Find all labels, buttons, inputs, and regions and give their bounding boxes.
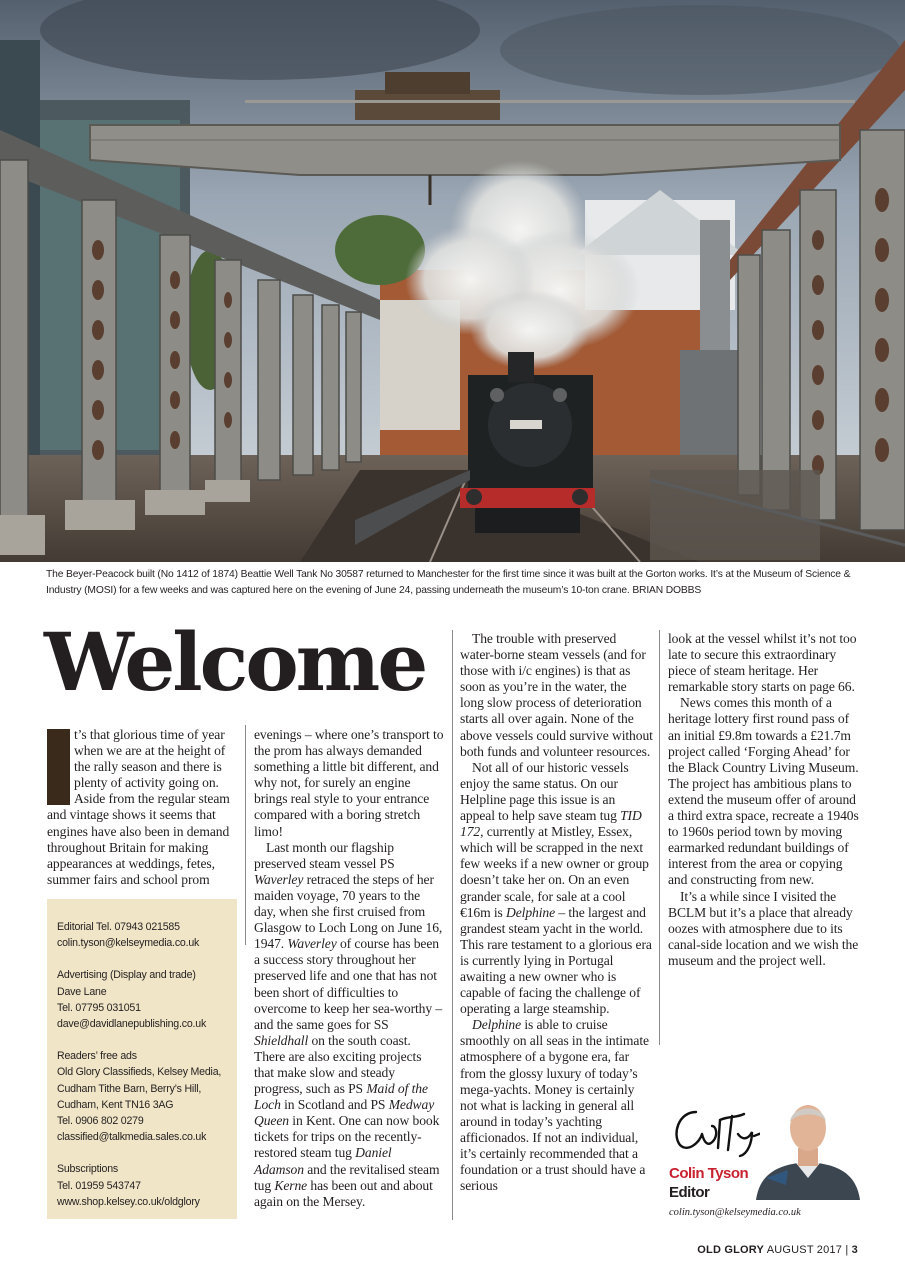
steam-locomotive-photo: [0, 0, 905, 562]
readers-email: classified@talkmedia.sales.co.uk: [57, 1131, 207, 1144]
text-run: has been out and about again on the Mersey.: [254, 1177, 433, 1209]
readers-address-line: Old Glory Classifieds, Kelsey Media,: [57, 1066, 222, 1079]
vessel-name: Delphine: [472, 1017, 522, 1033]
readers-phone: Tel. 0906 802 0279: [57, 1115, 144, 1128]
column-divider: [452, 630, 453, 1220]
article-paragraph: [254, 840, 444, 1210]
editorial-contact: [57, 919, 227, 951]
vessel-name: Maid of the Loch: [254, 1081, 428, 1113]
readers-heading: Readers’ free ads: [57, 1050, 137, 1063]
vessel-name: Delphine: [506, 904, 556, 920]
vessel-name: Waverley: [287, 936, 337, 952]
article-column-3: [460, 631, 653, 1194]
article-paragraph: evenings – where one’s transport to the prom has always demanded something a little bit different, and why not, for surely an engine brings real style to your entrance compared with a boring stretch limo!: [254, 727, 444, 839]
text-run: in Kent. One can now book tickets for trips on the recently-restored steam tug: [254, 1113, 440, 1161]
text-run: in Scotland and PS: [280, 1097, 389, 1113]
advertising-phone: Tel. 07795 031051: [57, 1001, 141, 1014]
text-run: retraced the steps of her maiden voyage, 70 years to the day, when she first cruised from Glasgow to Loch Long on June 16, 1947.: [254, 871, 443, 952]
editor-name: Colin Tyson: [669, 1165, 749, 1182]
vessel-name: Medway Queen: [254, 1097, 435, 1129]
text-run: on the south coast. There are also exciting projects that make slow and steady progress, such as PS: [254, 1032, 422, 1097]
advertising-email: dave@davidlanepublishing.co.uk: [57, 1018, 207, 1031]
drop-cap: [47, 729, 70, 805]
subscriptions-phone: Tel. 01959 543747: [57, 1179, 141, 1192]
readers-address-line: Cudham Tithe Barn, Berry’s Hill,: [57, 1082, 202, 1095]
page-footer: [697, 1243, 858, 1257]
editorial-phone: Editorial Tel. 07943 021585: [57, 921, 180, 933]
article-paragraph: [460, 760, 653, 1018]
article-paragraph: It’s a while since I visited the BCLM but it’s a place that already oozes with atmosphere due to its canal-side location and we wish the museum and the project well.: [668, 888, 859, 968]
column-divider: [659, 630, 660, 1045]
article-paragraph: News comes this month of a heritage lottery first round pass of an initial £9.8m towards a £21.7m project called ‘Forging Ahead’ for the Black Country Living Museum. The project has ambitious plans to extend the museum offer of around a third extra space, recreate a 1940s to 1960s period town by moving earmarked redundant buildings of interest from the area or copying and constructing from new.: [668, 695, 859, 888]
editorial-email: colin.tyson@kelseymedia.co.uk: [57, 937, 200, 950]
advertising-name: Dave Lane: [57, 985, 107, 998]
article-column-4: [668, 631, 860, 969]
editor-email: colin.tyson@kelseymedia.co.uk: [669, 1207, 801, 1218]
vessel-name: Waverley: [254, 871, 304, 887]
hero-photo: [0, 0, 905, 562]
page-number: 3: [851, 1244, 858, 1256]
article-column-1: [47, 727, 236, 888]
text-run: is able to cruise smoothly on all seas in the intimate atmosphere of a bygone era, far from the glossy luxury of today’s mega-yachts. Money is certainly not what is lacking in general all around in today’s yachting afficionados. If not an individual, it’s certainly recommended that a foundation or a trust should have a serious: [460, 1017, 649, 1194]
readers-address-line: Cudham, Kent TN16 3AG: [57, 1098, 174, 1111]
subscriptions-url: www.shop.kelsey.co.uk/oldglory: [57, 1195, 200, 1208]
vessel-name: Shieldhall: [254, 1032, 309, 1048]
text-run: Last month our flagship preserved steam vessel PS: [254, 839, 395, 871]
advertising-heading: Advertising (Display and trade): [57, 969, 196, 982]
readers-ads-contact: [57, 1048, 227, 1145]
photo-caption: [46, 567, 866, 598]
article-column-2: [254, 727, 444, 1210]
contact-box: [47, 899, 237, 1219]
footer-separator: |: [845, 1244, 849, 1256]
article-paragraph: t’s that glorious time of year when we are at the height of the rally season and there is plenty of activity going on. Aside from the regular steam and vintage shows it seems that engines have also been in demand throughout Britain for making appearances at weddings, fetes, summer fairs and school prom: [47, 727, 230, 887]
issue-date: AUGUST 2017: [766, 1244, 843, 1256]
text-run: and the revitalised steam tug: [254, 1161, 440, 1193]
text-run: of course has been a success story throughout her preserved life and one that has not been short of difficulties to overcome to keep her sea-worthy – and the same goes for SS: [254, 936, 443, 1032]
vessel-name: Daniel Adamson: [254, 1145, 392, 1177]
article-paragraph: The trouble with preserved water-borne steam vessels (and for those with i/c engines) is that as soon as you’re in the water, the long slow process of deterioration starts all over again. None of the above vessels could survive without both funds and volunteer resources.: [460, 631, 653, 759]
text-run: , currently at Mistley, Essex, which will be scrapped in the next few weeks if a new owner or group doesn’t take her on. On an even grander scale, for sale at a cool €16m is: [460, 824, 649, 920]
article-paragraph: [460, 1017, 653, 1194]
publication-name: OLD GLORY: [697, 1244, 765, 1256]
photo-credit: BRIAN DOBBS: [632, 584, 702, 596]
page-title: Welcome: [44, 615, 426, 709]
caption-text: The Beyer-Peacock built (No 1412 of 1874) Beattie Well Tank No 30587 returned to Manchester for the first time since it was built at the Gorton works. It’s at the Museum of Science & Industry (MOSI) for a few weeks and was captured here on the evening of June 24, passing underneath the museum’s 10-ton crane.: [46, 569, 851, 596]
subscriptions-heading: Subscriptions: [57, 1163, 118, 1176]
text-run: Not all of our historic vessels enjoy the same status. On our Helpline page this issue is an appeal to help save steam tug: [460, 759, 629, 824]
article-paragraph: look at the vessel whilst it’s not too late to secure this extraordinary piece of steam heritage. Her remarkable story starts on page 66.: [668, 631, 857, 695]
advertising-contact: [57, 967, 227, 1032]
editor-role: Editor: [669, 1184, 710, 1201]
subscriptions-contact: [57, 1161, 227, 1210]
column-divider: [245, 725, 246, 945]
vessel-name: Kerne: [274, 1177, 308, 1193]
text-run: – the largest and grandest steam yacht in the world. This rare testament to a glorious era is currently lying in Portugal awaiting a new owner who is capable of facing the challenge of operating a large steamship.: [460, 904, 652, 1017]
vessel-name: TID 172: [460, 808, 642, 840]
